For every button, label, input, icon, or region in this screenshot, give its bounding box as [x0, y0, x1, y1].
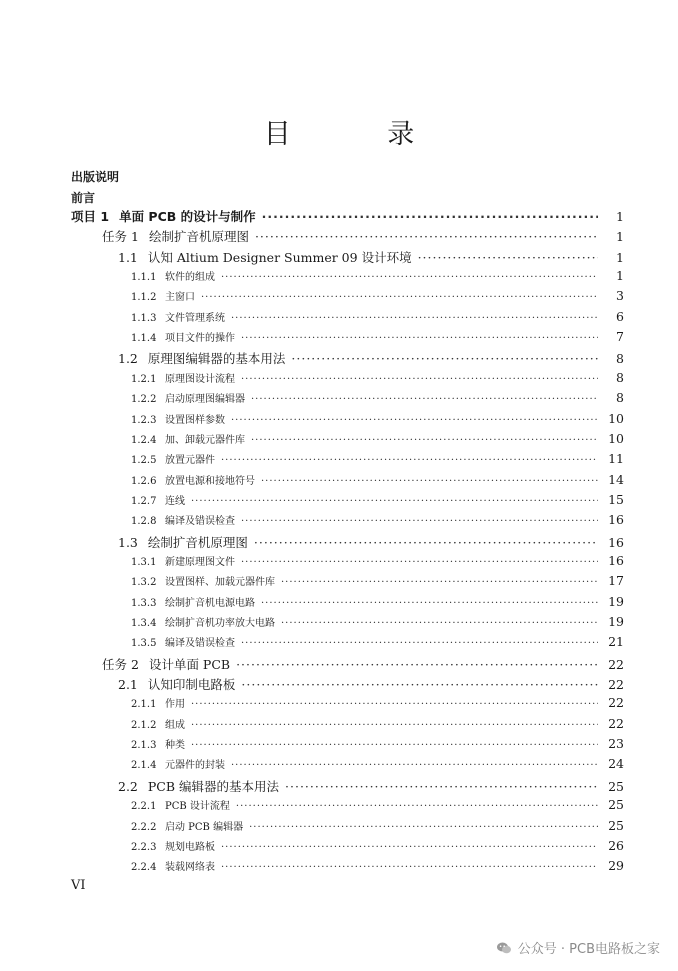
toc-entry[interactable]	[131, 411, 624, 426]
toc-entry[interactable]	[131, 451, 624, 466]
toc-leader-dots	[231, 313, 598, 324]
toc-entry[interactable]	[131, 309, 624, 324]
toc-entry[interactable]	[102, 655, 624, 673]
toc-leader-dots	[236, 801, 598, 812]
toc-entry[interactable]	[118, 675, 624, 693]
toc-entry-number: 2.1.2	[131, 719, 157, 731]
toc-leader-dots	[241, 677, 598, 692]
toc-entry-page: 25	[608, 778, 624, 794]
toc-entry-number: 1.3.4	[131, 618, 157, 629]
toc-entry-label	[131, 451, 215, 466]
toc-entry-number: 项目 1	[71, 209, 110, 224]
toc-entry-page: 25	[608, 817, 624, 833]
toc-entry-title: PCB 编辑器的基本用法	[147, 778, 280, 794]
toc-entry-number: 1.1.3	[131, 312, 157, 324]
toc-entry-number: 2.1.4	[131, 760, 157, 772]
toc-leader-dots	[418, 250, 598, 265]
toc-entry-number: 2.2	[118, 778, 138, 794]
toc-entry-number: 1.3.2	[131, 577, 157, 589]
toc-entry-number: 任务 2	[102, 656, 139, 672]
toc-entry-title: 项目文件的操作	[165, 333, 235, 345]
toc-entry-title: 单面 PCB 的设计与制作	[119, 209, 256, 224]
toc-entry-title: 主窗口	[165, 292, 195, 304]
toc-leader-dots	[291, 351, 598, 366]
toc-entry-title: 设计单面 PCB	[148, 656, 231, 672]
watermark	[496, 938, 660, 957]
toc-entry-label	[131, 716, 185, 731]
preface-publishing-notes: 出版说明	[71, 170, 120, 184]
toc-entry-page: 1	[616, 249, 624, 265]
toc-entry-label	[131, 329, 235, 344]
toc-entry-title: 编译及错误检查	[165, 516, 235, 528]
toc-leader-dots	[285, 779, 598, 794]
toc-entry[interactable]	[131, 695, 624, 710]
toc-entry-title: 新建原理图文件	[165, 556, 235, 568]
toc-entry-title: 种类	[165, 740, 185, 752]
toc-entry-number: 1.2.5	[131, 455, 157, 467]
toc-entry-label	[131, 492, 185, 507]
toc-entry-page: 21	[608, 634, 624, 650]
toc-entry[interactable]	[118, 349, 624, 367]
toc-leader-dots	[241, 374, 598, 385]
toc-entry-title: 软件的组成	[165, 272, 215, 284]
toc-entry-page: 23	[608, 736, 624, 752]
toc-entry-title: 规划电路板	[165, 841, 215, 853]
toc-entry[interactable]	[131, 553, 624, 568]
toc-entry-page: 25	[608, 797, 624, 813]
toc-entry-label	[102, 655, 230, 673]
toc-entry-title: PCB 设计流程	[165, 801, 230, 813]
toc-entry-number: 1.2.3	[131, 414, 157, 426]
toc-leader-dots	[236, 657, 598, 672]
toc-entry-title: 元器件的封装	[165, 760, 225, 772]
toc-entry[interactable]	[131, 736, 624, 751]
toc-entry-number: 2.1.3	[131, 740, 157, 752]
toc-entry[interactable]	[131, 614, 624, 629]
toc-entry-label	[118, 533, 248, 551]
page-title: 目 录	[263, 119, 459, 150]
toc-leader-dots	[191, 740, 598, 751]
toc-entry-title: 组成	[165, 719, 185, 731]
toc-entry[interactable]	[131, 594, 624, 609]
toc-entry[interactable]	[131, 268, 624, 283]
toc-entry-number: 2.2.1	[131, 801, 157, 813]
toc-leader-dots	[241, 638, 598, 649]
toc-entry[interactable]	[131, 818, 624, 833]
toc-entry-title: 放置电源和接地符号	[165, 475, 255, 487]
toc-entry-label	[131, 838, 215, 853]
toc-entry[interactable]	[131, 370, 624, 385]
toc-entry-page: 22	[608, 656, 624, 672]
toc-entry-page: 16	[608, 534, 624, 550]
toc-entry-title: 认知印制电路板	[147, 677, 236, 693]
toc-entry[interactable]	[131, 288, 624, 303]
toc-entry-label	[131, 512, 235, 527]
toc-entry[interactable]	[71, 207, 624, 225]
toc-leader-dots	[221, 272, 598, 283]
toc-entry[interactable]	[131, 329, 624, 344]
wechat-icon	[496, 940, 512, 956]
toc-entry[interactable]	[131, 472, 624, 487]
toc-entry-title: 启动原理图编辑器	[165, 394, 245, 406]
toc-entry-page: 16	[608, 552, 624, 568]
toc-entry-number: 2.2.4	[131, 862, 157, 874]
toc-leader-dots	[251, 394, 598, 405]
toc-leader-dots	[221, 862, 598, 873]
toc-entry-page: 1	[616, 229, 624, 245]
toc-entry-page: 7	[616, 329, 624, 345]
toc-entry-label	[131, 390, 245, 405]
toc-entry[interactable]	[118, 248, 624, 266]
toc-entry-label	[131, 288, 195, 303]
toc-entry-number: 1.3.1	[131, 556, 157, 568]
toc-entry-label	[131, 736, 185, 751]
toc-entry[interactable]	[131, 431, 624, 446]
toc-entry-label	[131, 411, 225, 426]
toc-entry-number: 1.2.2	[131, 394, 157, 406]
toc-entry-page: 8	[616, 351, 624, 367]
toc-entry-page: 8	[616, 369, 624, 385]
toc-leader-dots	[241, 557, 598, 568]
toc-entry-number: 1.1.4	[131, 333, 157, 345]
toc-leader-dots	[191, 496, 598, 507]
toc-leader-dots	[249, 822, 598, 833]
toc-entry-label	[131, 695, 185, 710]
toc-leader-dots	[191, 699, 598, 710]
toc-entry-title: 设置图样、加载元器件库	[165, 577, 275, 589]
toc-entry-label	[131, 818, 243, 833]
toc-entry-title: 认知 Altium Designer Summer 09 设计环境	[147, 249, 412, 265]
toc-leader-dots	[281, 577, 598, 588]
toc-leader-dots	[231, 415, 598, 426]
toc-entry-label	[131, 431, 245, 446]
toc-entry-title: 设置图样参数	[165, 414, 225, 426]
toc-entry-label	[131, 268, 215, 283]
toc-entry-page: 19	[608, 614, 624, 629]
toc-entry-page: 6	[616, 308, 624, 324]
toc-entry-number: 2.1	[118, 677, 138, 693]
toc-entry-label	[131, 309, 225, 324]
toc-entry-page: 17	[608, 573, 624, 589]
toc-entry[interactable]	[118, 533, 624, 551]
toc-entry-page: 10	[608, 410, 624, 426]
toc-entry-title: 绘制扩音机功率放大电路	[165, 618, 275, 629]
toc-entry-page: 11	[608, 451, 624, 467]
toc-entry-number: 1.2.6	[131, 475, 157, 487]
toc-entry-label	[131, 573, 275, 588]
toc-leader-dots	[191, 720, 598, 731]
toc-leader-dots	[201, 292, 598, 303]
toc-entry-title: 绘制扩音机原理图	[148, 229, 249, 245]
toc-entry-title: 启动 PCB 编辑器	[165, 821, 244, 833]
toc-entry-number: 1.1.1	[131, 272, 157, 284]
toc-entry[interactable]	[131, 634, 624, 649]
toc-entry-page: 1	[616, 268, 624, 284]
toc-entry[interactable]	[131, 797, 624, 812]
toc-entry[interactable]	[118, 777, 624, 795]
toc-entry-title: 作用	[165, 699, 185, 711]
toc-entry-page: 26	[608, 837, 624, 853]
toc-entry-label	[118, 777, 279, 795]
toc-entry-page: 8	[616, 390, 624, 406]
toc-entry-page: 24	[608, 756, 624, 772]
toc-entry-label	[131, 634, 235, 649]
toc-entry-number: 1.2.4	[131, 434, 157, 446]
toc-entry-label	[71, 207, 256, 225]
toc-entry-number: 1.1.2	[131, 292, 157, 304]
toc-entry[interactable]	[131, 838, 624, 853]
toc-entry-label	[102, 227, 249, 245]
watermark-text: 公众号 · PCB电路板之家	[517, 942, 660, 957]
toc-entry-number: 1.2.8	[131, 516, 157, 528]
toc-leader-dots	[254, 535, 598, 550]
toc-entry-number: 1.1	[118, 249, 138, 265]
toc-entry-label	[131, 370, 235, 385]
toc-entry-page: 15	[608, 491, 624, 507]
toc-entry-label	[131, 594, 255, 609]
toc-leader-dots	[261, 476, 598, 487]
toc-entry-title: 绘制扩音机电源电路	[165, 597, 255, 609]
toc-entry-page: 22	[608, 677, 624, 693]
toc-entry-page: 10	[608, 430, 624, 446]
toc-entry-label	[118, 675, 235, 693]
toc-entry-number: 1.2	[118, 351, 138, 367]
toc-leader-dots	[255, 229, 598, 244]
toc-entry-title: 编译及错误检查	[165, 638, 235, 650]
toc-entry-page: 14	[608, 471, 624, 487]
toc-leader-dots	[241, 516, 598, 527]
toc-entry[interactable]	[131, 756, 624, 771]
toc-entry-label	[131, 858, 215, 873]
toc-leader-dots	[251, 435, 598, 446]
toc-entry-number: 1.2.7	[131, 495, 157, 507]
toc-entry-title: 装载网络表	[165, 862, 215, 874]
toc-entry-page: 1	[616, 209, 624, 224]
toc-entry-number: 任务 1	[102, 229, 139, 245]
toc-entry-label	[131, 614, 275, 629]
toc-entry-number: 1.3.5	[131, 638, 157, 650]
toc-entry-title: 绘制扩音机原理图	[147, 534, 248, 550]
page-folio: VI	[71, 878, 86, 893]
toc-entry[interactable]	[131, 512, 624, 527]
preface-foreword: 前言	[71, 191, 96, 205]
toc-entry-number: 2.1.1	[131, 699, 157, 711]
toc-entry-page: 29	[608, 858, 624, 874]
toc-entry-page: 19	[608, 593, 624, 609]
toc-entry[interactable]	[131, 390, 624, 405]
toc-leader-dots	[231, 760, 598, 771]
toc-entry-page: 3	[616, 288, 624, 304]
toc-entry-title: 放置元器件	[165, 455, 215, 467]
toc-entry[interactable]	[131, 716, 624, 731]
toc-leader-dots	[262, 209, 598, 224]
toc-leader-dots	[241, 333, 598, 344]
toc-entry-title: 原理图编辑器的基本用法	[147, 351, 286, 367]
toc-leader-dots	[261, 598, 598, 609]
toc-leader-dots	[221, 455, 598, 466]
toc-entry-label	[131, 756, 225, 771]
toc-leader-dots	[281, 618, 598, 629]
toc-entry-number: 1.3.3	[131, 597, 157, 609]
toc-entry-title: 原理图设计流程	[165, 373, 235, 385]
toc-entry-label	[131, 797, 230, 812]
toc-entry-number: 2.2.3	[131, 841, 157, 853]
toc-entry[interactable]	[131, 858, 624, 873]
toc-entry-number: 1.3	[118, 534, 138, 550]
toc-entry-label	[131, 553, 235, 568]
toc-entry-page: 22	[608, 695, 624, 711]
toc-entry-title: 连线	[165, 495, 185, 507]
toc-entry-label	[118, 349, 285, 367]
toc-leader-dots	[221, 842, 598, 853]
toc-entry-page: 16	[608, 512, 624, 528]
toc-entry[interactable]	[131, 573, 624, 588]
toc-entry[interactable]	[131, 492, 624, 507]
toc-entry-label	[131, 472, 255, 487]
toc-entry-number: 1.2.1	[131, 373, 157, 385]
toc-entry-title: 加、卸载元器件库	[165, 434, 245, 446]
toc-entry-page: 22	[608, 715, 624, 731]
toc-entry-label	[118, 248, 412, 266]
toc-entry-number: 2.2.2	[131, 821, 157, 833]
toc-entry[interactable]	[102, 227, 624, 245]
toc-entry-title: 文件管理系统	[165, 312, 225, 324]
